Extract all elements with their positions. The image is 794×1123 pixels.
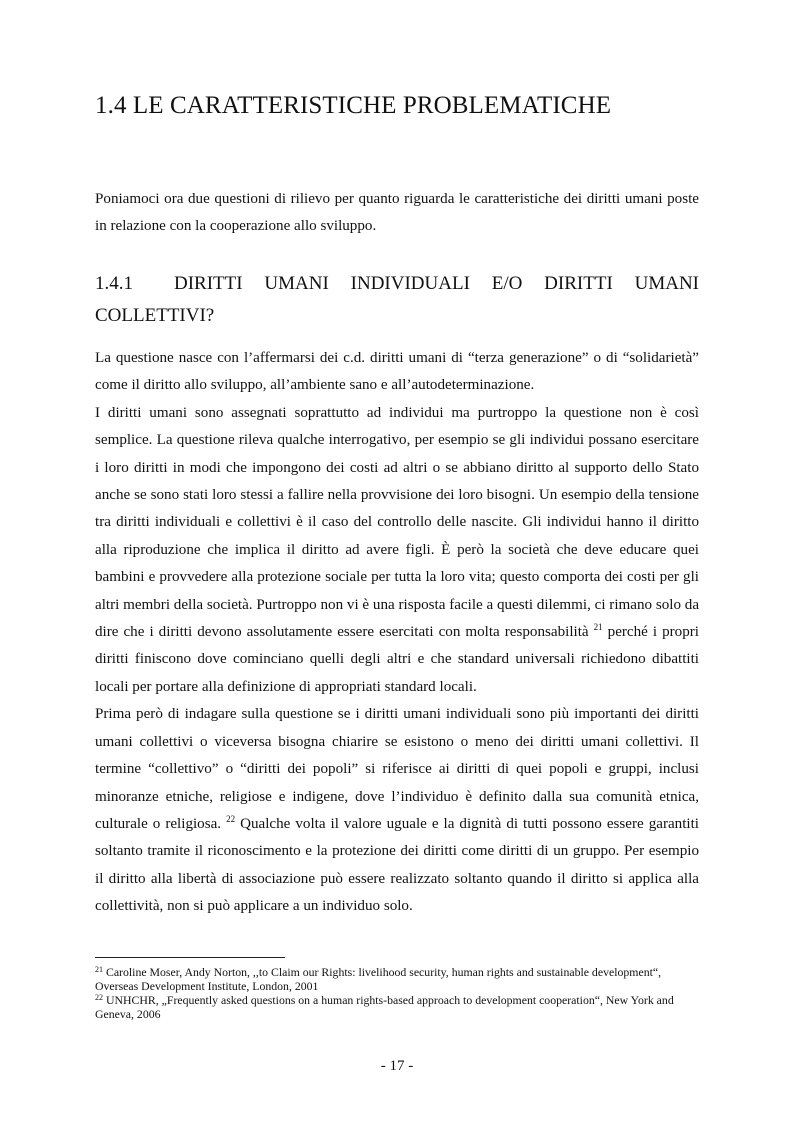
- footnote-22: $^{22}$ UNHCHR, „Frequently asked questions on a human rights-based approach to development cooperation“, New York and Geneva, 2006: [95, 993, 674, 1021]
- footnote-ref-22[interactable]: 22: [226, 813, 236, 824]
- page-number: - 17 -: [380, 1058, 414, 1074]
- footnote-21: $^{21}$ Caroline Moser, Andy Norton, ,,to Claim our Rights: livelihood security, human rights and sustainable development“, Overseas Development Institute, London, 2001: [95, 965, 662, 993]
- paragraph-2: I diritti umani sono assegnati soprattutto ad individui ma purtroppo la questione non è così semplice. La questione rileva qualche interrogativo, per esempio se gli individui possano esercitare i loro diritti in modi che impongono dei costi ad altri o se abbiano diritto al supporto dello Stato anche se sono stati loro stessi a fallire nella provvisione dei loro bisogni. Un esempio della tensione tra diritti individuali e collettivi è il caso del controllo delle nascite. Gli individui hanno il diritto alla riproduzione che implica il diritto ad avere figli. È però la società che deve educare quei bambini e provvedere alla protezione sociale per tutta la loro vita; questo comporta dei costi per gli altri membri della società. Purtroppo non vi è una risposta facile a questi dilemmi, ci rimano solo da dire che i diritti devono assolutamente essere esercitati con molta responsabilità $^{21}$ perché i propri diritti finiscono dove cominciano quelli degli altri e che standard universali richiedono dibattiti locali per portare alla definizione di appropriati standard locali.: [95, 404, 700, 695]
- subsection-title: DIRITTI UMANI INDIVIDUALI E/O DIRITTI UMANI COLLETTIVI?: [95, 273, 699, 326]
- footnote-ref-21[interactable]: 21: [593, 622, 603, 633]
- body-text: [95, 345, 699, 921]
- intro-paragraph: Poniamoci ora due questioni di rilievo per quanto riguarda le caratteristiche dei diritti umani poste in relazione con la cooperazione allo sviluppo.: [95, 191, 699, 235]
- paragraph-1: La questione nasce con l’affermarsi dei c.d. diritti umani di “terza generazione” o di “solidarietà” come il diritto allo sviluppo, all’ambiente sano e all’autodeterminazione.: [95, 350, 699, 394]
- subsection-number: 1.4.1: [95, 273, 133, 294]
- paragraph-3: Prima però di indagare sulla questione se i diritti umani individuali sono più importanti dei diritti umani collettivi o viceversa bisogna chiarire se esistono o meno dei diritti umani collettivi. Il termine “collettivo” o “diritti dei popoli” si riferisce ai diritti di quei popoli e gruppi, inclusi minoranze etniche, religiose e indigene, dove l’individuo è definito dalla sua comunità etnica, culturale o religiosa. $^{22}$ Qualche volta il valore uguale e la dignità di tutti possono essere garantiti soltanto tramite il riconoscimento e la protezione dei diritti come diritti di un gruppo. Per esempio il diritto alla libertà di associazione può essere realizzato soltanto quando il diritto si applica alla collettività, non si può applicare a un individuo solo.: [95, 706, 699, 915]
- footnote-divider: [95, 957, 285, 958]
- subsection-heading: [95, 268, 699, 332]
- section-title: 1.4 LE CARATTERISTICHE PROBLEMATICHE: [95, 92, 612, 119]
- footnotes: [95, 965, 699, 1021]
